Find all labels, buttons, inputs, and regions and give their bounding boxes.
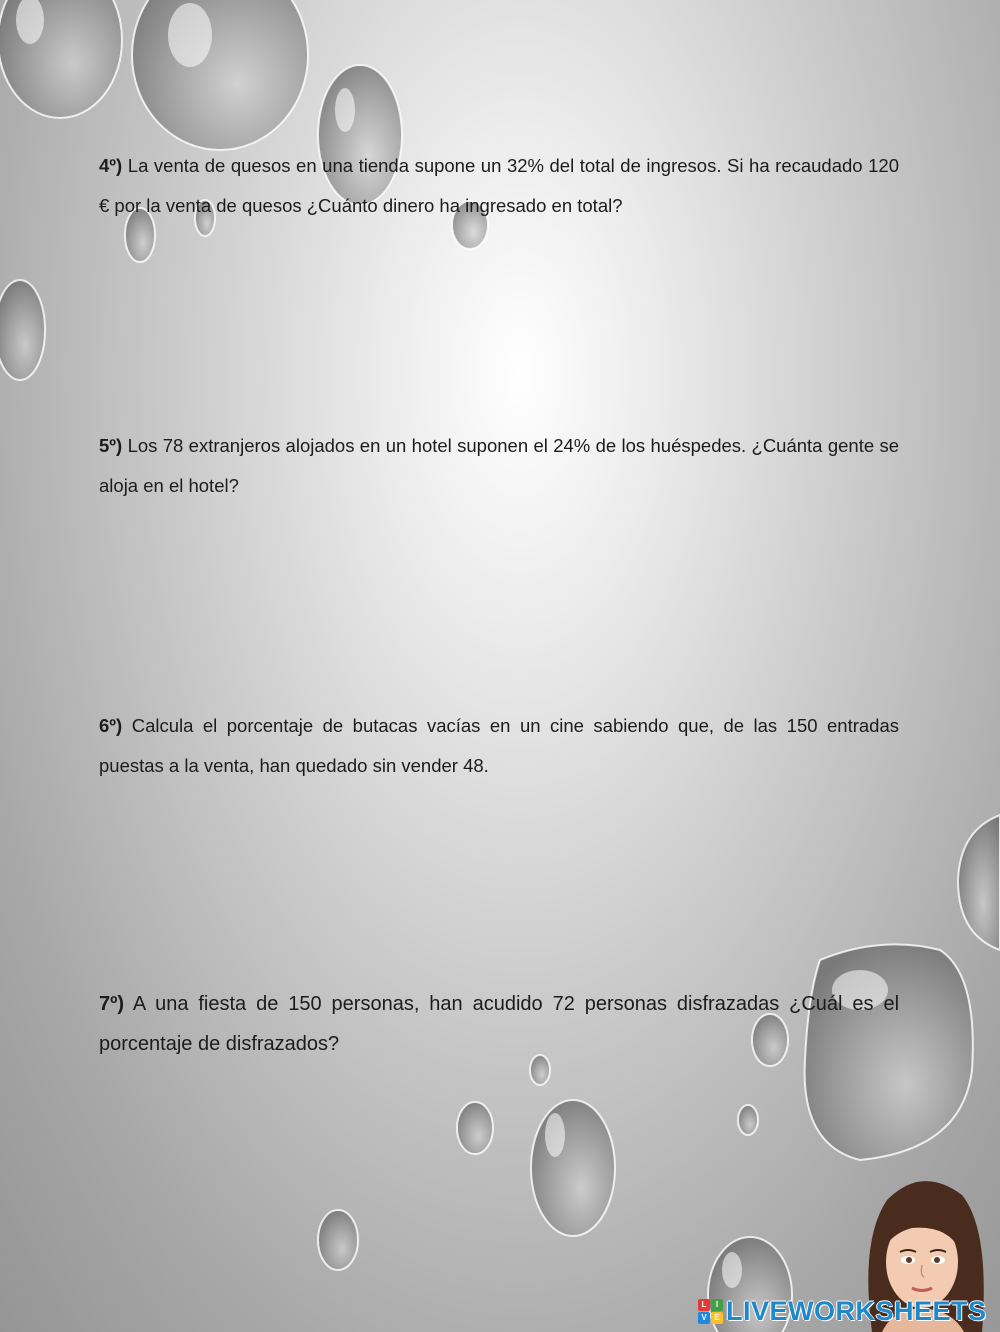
drop [738,1105,758,1135]
liveworksheets-logo [698,1293,987,1329]
problem-6-number: 6º) [99,715,123,736]
problem-6 [99,706,899,786]
drop [132,0,308,150]
logo-letter: E [711,1312,723,1324]
problem-4-number: 4º) [99,155,123,176]
logo-letter: L [698,1299,710,1311]
logo-letter: V [698,1312,710,1324]
problem-5-number: 5º) [99,435,123,456]
liveworksheets-logo-icon [698,1299,723,1324]
problem-5-text: Los 78 extranjeros alojados en un hotel suponen el 24% de los huéspedes. ¿Cuánta gente se aloja en el hotel? [99,435,900,496]
problem-7-number: 7º) [99,993,125,1015]
problem-6-text: Calcula el porcentaje de butacas vacías en un cine sabiendo que, de las 150 entradas puestas a la venta, han quedado sin vender 48. [99,715,899,776]
drop [958,815,1000,950]
problem-5 [99,426,899,506]
brand-name: LIVEWORKSHEETS [726,1295,987,1326]
problem-7 [99,984,899,1064]
drop [457,1102,493,1154]
problem-4-text: La venta de quesos en una tienda supone un 32% del total de ingresos. Si ha recaudado 120 € por la venta de quesos ¿Cuánto dinero ha ingresado en total? [99,155,900,216]
problem-7-text: A una fiesta de 150 personas, han acudido 72 personas disfrazadas ¿Cuál es el porcentaje de disfrazados? [99,993,900,1055]
drop [318,1210,358,1270]
logo-letter: I [711,1299,723,1311]
problem-4 [99,146,899,226]
drop [531,1100,615,1236]
drop [0,280,45,380]
